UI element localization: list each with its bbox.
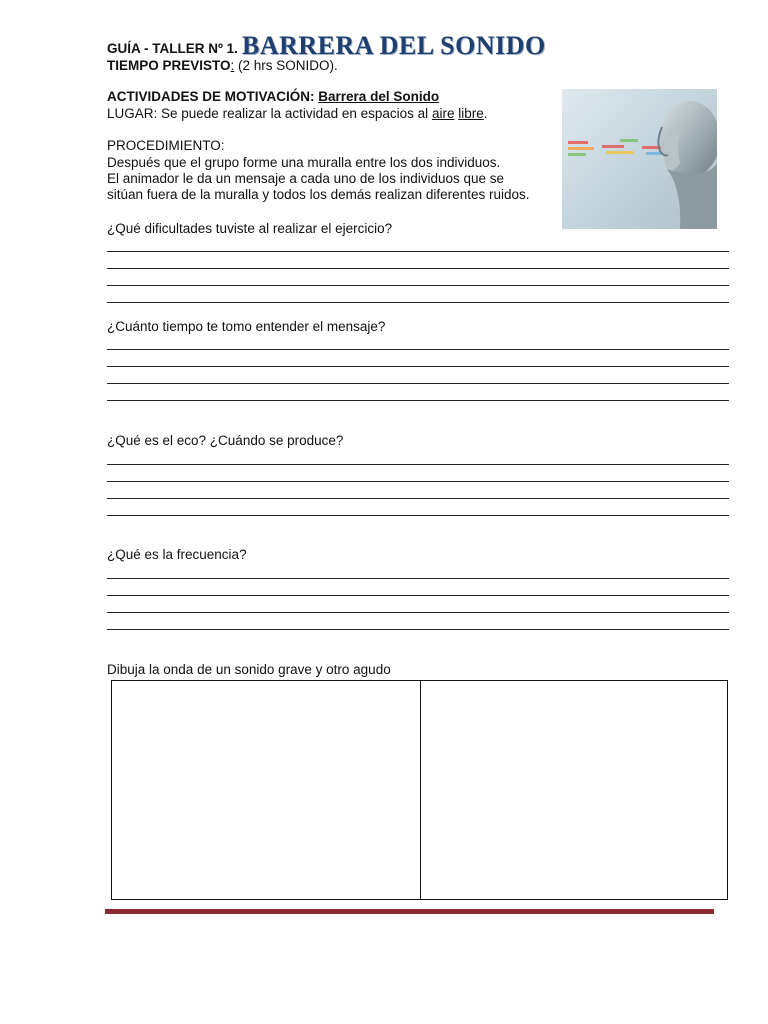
- procedure-heading: PROCEDIMIENTO:: [107, 138, 225, 153]
- activity-label: ACTIVIDADES DE MOTIVACIÓN:: [107, 89, 315, 104]
- answer-line[interactable]: [107, 515, 729, 516]
- drawing-box-divider: [420, 681, 421, 899]
- procedure-line-2: El animador le da un mensaje a cada uno de los individuos que se: [107, 171, 505, 186]
- place-word-libre: libre: [458, 106, 484, 121]
- place-suffix: .: [483, 106, 488, 121]
- answer-line[interactable]: [107, 268, 729, 269]
- answer-line[interactable]: [107, 612, 729, 613]
- answer-line[interactable]: [107, 464, 729, 465]
- question-3: ¿Qué es el eco? ¿Cuándo se produce?: [107, 433, 344, 448]
- answer-line[interactable]: [107, 302, 729, 303]
- person-listening-image: [562, 89, 717, 229]
- procedure-line-1: Después que el grupo forme una muralla entre los dos individuos.: [107, 155, 501, 170]
- answer-line[interactable]: [107, 349, 729, 350]
- answer-line[interactable]: [107, 498, 729, 499]
- place-row: [107, 106, 488, 121]
- drawing-boxes[interactable]: [111, 680, 728, 900]
- procedure-line-3: sitúan fuera de la muralla y todos los demás realizan diferentes ruidos.: [107, 187, 530, 202]
- question-2: ¿Cuánto tiempo te tomo entender el mensaje?: [107, 319, 386, 334]
- answer-line[interactable]: [107, 629, 729, 630]
- answer-line[interactable]: [107, 578, 729, 579]
- time-row: [107, 58, 338, 73]
- activity-row: [107, 89, 439, 104]
- answer-line[interactable]: [107, 400, 729, 401]
- drawing-instruction: Dibuja la onda de un sonido grave y otro agudo: [107, 662, 391, 677]
- question-1: ¿Qué dificultades tuviste al realizar el ejercicio?: [107, 221, 393, 236]
- page-title: BARRERA DEL SONIDO: [242, 31, 546, 60]
- question-4: ¿Qué es la frecuencia?: [107, 547, 247, 562]
- time-value: (2 hrs SONIDO).: [234, 58, 338, 73]
- person-listening-sound-waves-icon: [562, 89, 717, 229]
- place-word-aire: aire: [431, 106, 455, 121]
- time-colon: :: [230, 58, 235, 73]
- answer-line[interactable]: [107, 251, 729, 252]
- answer-line[interactable]: [107, 383, 729, 384]
- answer-line[interactable]: [107, 285, 729, 286]
- answer-line[interactable]: [107, 366, 729, 367]
- guide-label: GUÍA - TALLER Nº 1.: [107, 41, 238, 56]
- answer-line[interactable]: [107, 595, 729, 596]
- answer-line[interactable]: [107, 481, 729, 482]
- time-label: TIEMPO PREVISTO: [107, 58, 231, 73]
- activity-name: Barrera del Sonido: [318, 89, 440, 104]
- footer-bar: [105, 909, 714, 914]
- place-prefix: LUGAR: Se puede realizar la actividad en espacios al: [107, 106, 432, 121]
